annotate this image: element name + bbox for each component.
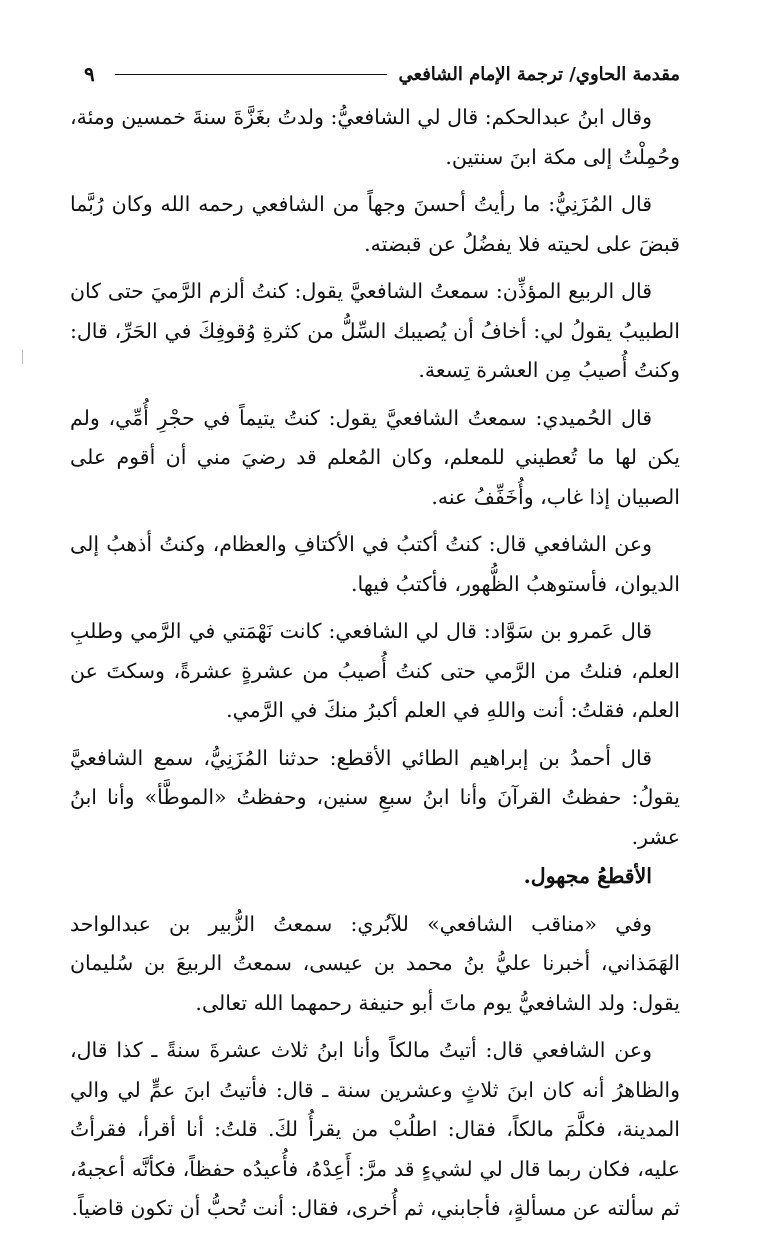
paragraph-aqta-note: الأقطعُ مجهول. [523,864,652,888]
page-number: ٩ [84,62,95,86]
paragraph-malik-visit: وعن الشافعي قال: أتيتُ مالكاً وأنا ابنُ ثلاث عشرةَ سنةً ـ كذا قال، والظاهرُ أنه كان ابنَ ثلاثٍ وعشرين سنة ـ قال: فأتيتُ ابنَ عمٍّ لي والي المدينة، فكلَّمَ مالكاً، فقال: اطلُبْ من يقرأُ لكَ. قلتُ: أنا أقرأ، فقرأتُ عليه، فكان ربما قال لي لشيءٍ قد مرَّ: أَعِدْهُ، فأُعيدُه حفظاً، فكأنَّه أعجبهُ، ثم سألته عن مسألةٍ، فأجابني، ثم أُخرى، فقال: أنت تُحبُّ أن تكون قاضياً. [70,1038,680,1220]
body-text [70,98,680,1237]
running-title: مقدمة الحاوي/ ترجمة الإمام الشافعي [398,63,680,85]
paragraph-shoulder-bones: وعن الشافعي قال: كنتُ أكتبُ في الأكتافِ والعظام، وكنتُ أذهبُ إلى الديوان، فأستوهبُ الظُّهور، فأكتبُ فيها. [70,532,680,596]
paragraph-humaydi: قال الحُميدي: سمعتُ الشافعيَّ يقول: كنتُ يتيماً في حجْرِ أُمِّي، ولم يكن لها ما تُعطيني للمعلم، وكان المُعلم قد رضيَ مني أن أقوم على الصبيان إذا غاب، وأُخَفِّفُ عنه. [70,405,680,509]
page-header [84,58,680,90]
paragraph-amr-ibn-sawwad: قال عَمرو بن سَوَّاد: قال لي الشافعي: كانت نَهْمَتي في الرَّمي وطلبِ العلم، فنلتُ من الرَّمي حتى كنتُ أُصيبُ من عشرةٍ عشرةً، وسكتَ عن العلم، فقلتُ: أنت واللهِ في العلم أكبرُ منكَ في الرَّمي. [70,619,680,722]
paragraph-muzani: قال المُزَنِيُّ: ما رأيتُ أحسنَ وجهاً من الشافعي رحمه الله وكان رُبَّما قبضَ على لحيته فلا يفضُلُ عن قبضته. [70,192,680,256]
paragraph-rabi-muadhin: قال الربيع المؤذِّن: سمعتُ الشافعيَّ يقول: كنتُ ألزم الرَّميَ حتى كان الطبيبُ يقولُ لي: أخافُ أن يُصيبك السِّلُّ من كثرةِ وُقوفِكَ في الحَرِّ، قال: وكنتُ أُصيبُ مِن العشرة تِسعة. [70,279,680,382]
paragraph-ahmad-al-taai: قال أحمدُ بن إبراهيم الطائي الأقطع: حدثنا المُزَنِيُّ، سمع الشافعيَّ يقولُ: حفظتُ القرآنَ وأنا ابنُ سبعِ سنين، وحفظتُ «الموطَّأ» وأنا ابنُ عشر. [70,745,680,849]
paragraph-manaqib-abiri: وفي «مناقب الشافعي» للآبُري: سمعتُ الزُّبير بن عبدالواحد الهَمَذاني، أخبرنا عليُّ بنُ محمد بن عيسى، سمعتُ الربيعَ بن سُليمان يقول: ولد الشافعيُّ يوم ماتَ أبو حنيفة رحمهما الله تعالى. [70,911,680,1015]
header-rule [115,74,387,75]
paragraph-ibn-abdulhakam: وقال ابنُ عبدالحكم: قال لي الشافعيُّ: ولدتُ بغَزَّةَ سنةَ خمسين ومئة، وحُمِلْتُ إلى مكة ابنَ سنتين. [70,105,680,169]
margin-mark [22,350,23,364]
